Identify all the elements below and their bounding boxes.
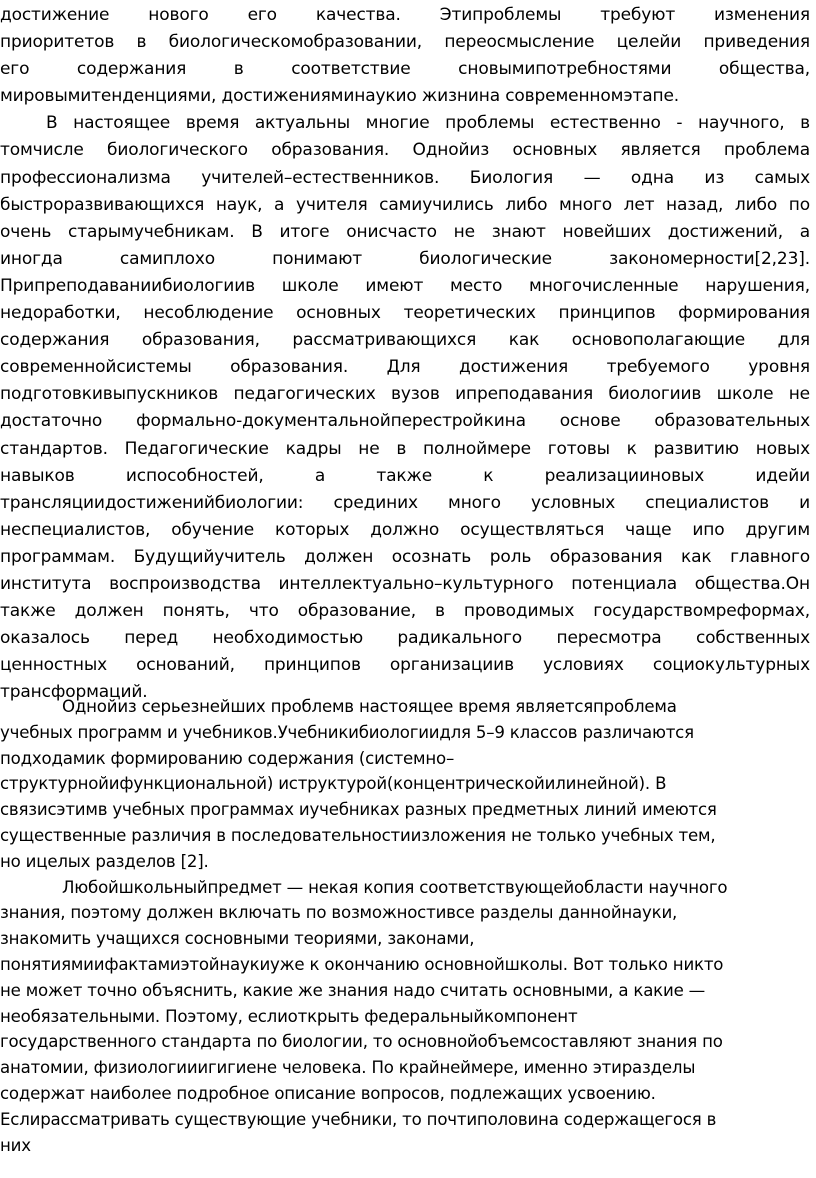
text-line: необязательными. Поэтому, еслиоткрыть федеральныйкомпонент — [0, 1006, 578, 1026]
text-line: но ицелых разделов [2]. — [0, 851, 209, 871]
text-line: достижение нового его качества. Этипроблемы требуют изменения — [0, 5, 810, 25]
text-line: его содержания в соответствие сновымипотребностями общества, — [0, 59, 810, 80]
text-line: института воспроизводства интеллектуально–культурного потенциала общества.Он — [0, 573, 810, 594]
text-line: не может точно объяснить, какие же знания надо считать основными, а какие — — [0, 980, 706, 1000]
text-line: томчисле биологического образования. Однойиз основных является проблема — [0, 140, 810, 161]
text-line: Припреподаваниибиологиив школе имеют место многочисленные нарушения, — [0, 275, 810, 296]
text-line: трансляциидостиженийбиологии: срединих много условных специалистов и — [0, 492, 810, 513]
text-line: понятиямиифактамиэтойнаукиуже к окончанию основнойшколы. Вот только никто — [0, 954, 724, 974]
text-line: В настоящее время актуальны многие проблемы естественно - научного, в — [46, 113, 810, 134]
text-line: трансформаций. — [0, 682, 148, 703]
text-line: учебных программ и учебников.Учебникибиологиидля 5–9 классов различаются — [0, 722, 694, 742]
text-line: стандартов. Педагогические кадры не в полноймере готовы к развитию новых — [0, 438, 810, 459]
text-line: ценностных оснований, принципов организациив условиях социокультурных — [0, 655, 810, 676]
text-line: Однойиз серьезнейших проблемв настоящее время являетсяпроблема — [62, 697, 677, 716]
text-line: быстроразвивающихся наук, а учителя самиучились либо много лет назад, либо по — [0, 194, 810, 215]
text-line: мировымитенденциями, достиженияминаукио жизнина современномэтапе. — [0, 86, 680, 107]
paragraphs-block-1 — [0, 2, 810, 706]
text-line: Еслирассматривать существующие учебники, то почтиполовина содержащегося в — [0, 1109, 717, 1129]
text-line: подготовкивыпускников педагогических вузов ипреподавания биологиив школе не — [0, 384, 810, 405]
text-line: профессионализма учителей–естественников. Биология — одна из самых — [0, 167, 810, 188]
text-line: Любойшкольныйпредмет — некая копия соответствующейобласти научного — [62, 877, 728, 897]
paragraphs-block-2 — [0, 694, 810, 1158]
text-line: структурнойифункциональной) иструктурой(концентрическойилинейной). В — [0, 774, 667, 794]
text-line: содержания образования, рассматривающихся как основополагающие для — [0, 330, 810, 351]
text-line: государственного стандарта по биологии, то основнойобъемсоставляют знания по — [0, 1032, 723, 1052]
text-line: неспециалистов, обучение которых должно осуществляться чаще ипо другим — [0, 519, 810, 540]
text-line: навыков испособностей, а также к реализацииновых идейи — [0, 465, 810, 486]
text-line: связисэтимв учебных программах иучебниках разных предметных линий имеются — [0, 800, 717, 820]
text-line: анатомии, физиологииигигиене человека. По крайнеймере, именно этиразделы — [0, 1058, 696, 1078]
text-line: недоработки, несоблюдение основных теоретических принципов формирования — [0, 303, 810, 324]
text-line: очень старымучебникам. В итоге ониcчасто не знают новейших достижений, а — [0, 221, 810, 242]
text-line: знания, поэтому должен включать по возможностивсе разделы даннойнауки, — [0, 903, 678, 923]
text-line: них — [0, 1135, 31, 1155]
text-line: подходамик формированию содержания (системно– — [0, 748, 455, 768]
text-line: современнойсистемы образования. Для достижения требуемого уровня — [0, 357, 810, 378]
text-line: оказалось перед необходимостью радикального пересмотра собственных — [0, 628, 810, 649]
text-line: знакомить учащихся сосновными теориями, законами, — [0, 929, 475, 949]
text-line: существенные различия в последовательностиизложения не только учебных тем, — [0, 825, 716, 845]
text-line: также должен понять, что образование, в проводимых государствомреформах, — [0, 601, 810, 622]
text-line: содержат наиболее подробное описание вопросов, подлежащих усвоению. — [0, 1083, 656, 1103]
text-line: программам. Будущийучитель должен осознать роль образования как главного — [0, 546, 810, 567]
text-line: приоритетов в биологическомобразовании, переосмысление целейи приведения — [0, 32, 810, 53]
text-line: иногда самиплохо понимают биологические закономерности[2,23]. — [0, 248, 810, 269]
text-line: достаточно формально-документальнойперестройкина основе образовательных — [0, 411, 810, 432]
